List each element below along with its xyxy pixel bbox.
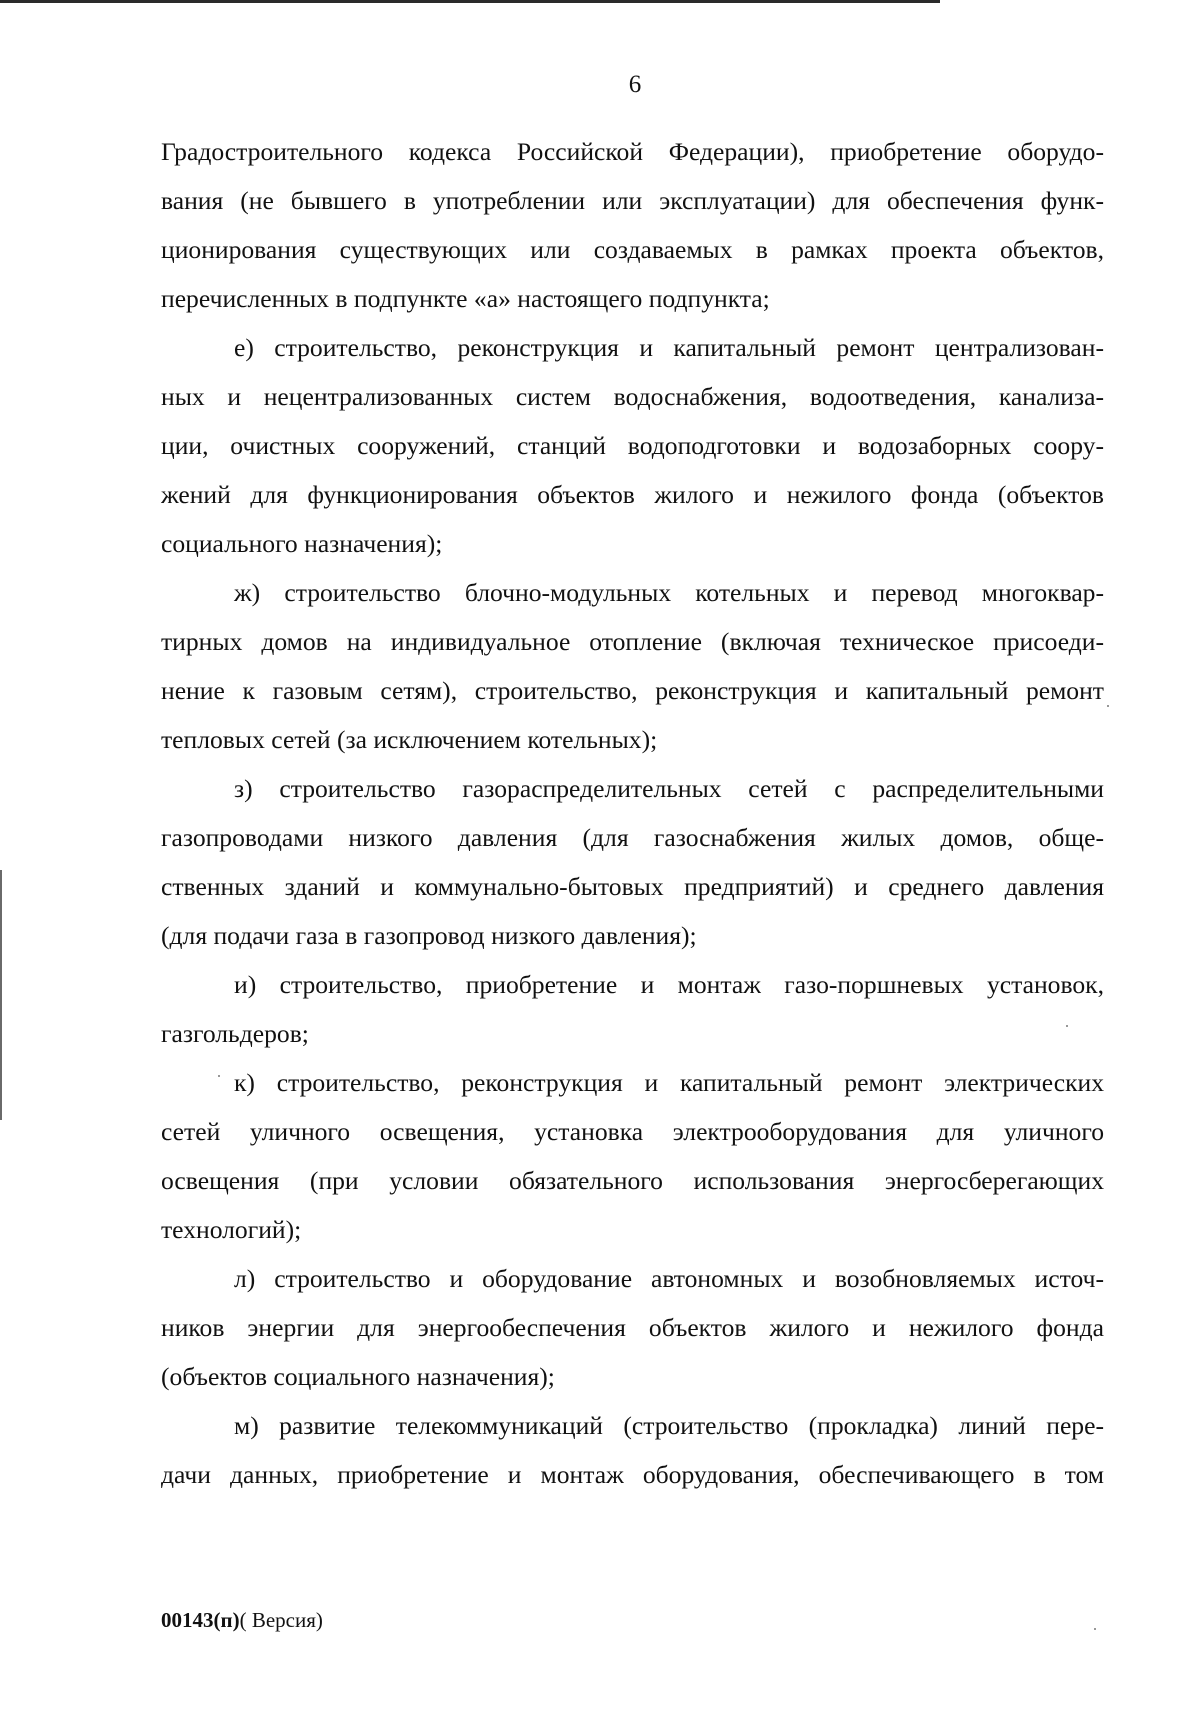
text-line: ж) строительство блочно-модульных котельных и перевод многоквар-: [234, 578, 1104, 607]
text-line: ников энергии для энергообеспечения объектов жилого и нежилого фонда: [161, 1313, 1104, 1342]
text-line: вания (не бывшего в употреблении или эксплуатации) для обеспечения функ-: [161, 186, 1104, 215]
text-line: л) строительство и оборудование автономных и возобновляемых источ-: [234, 1264, 1104, 1293]
paragraph-item-m: [161, 1401, 1104, 1499]
paragraph-item-e: [161, 323, 1104, 568]
text-line: к) строительство, реконструкция и капитальный ремонт электрических: [234, 1068, 1104, 1097]
text-line: жений для функционирования объектов жилого и нежилого фонда (объектов: [161, 480, 1104, 509]
page-number: 6: [628, 71, 642, 98]
text-line: (объектов социального назначения);: [161, 1362, 555, 1391]
text-line: ственных зданий и коммунально-бытовых предприятий) и среднего давления: [161, 872, 1104, 901]
text-line: освещения (при условии обязательного использования энергосберегающих: [161, 1166, 1104, 1195]
text-line: Градостроительного кодекса Российской Федерации), приобретение оборудо-: [161, 137, 1104, 166]
text-line: ции, очистных сооружений, станций водоподготовки и водозаборных соору-: [161, 431, 1104, 460]
document-version: ( Версия): [239, 1608, 323, 1632]
text-line: тирных домов на индивидуальное отопление (включая техническое присоеди-: [161, 627, 1104, 656]
scan-speck: [1107, 705, 1109, 707]
text-line: и) строительство, приобретение и монтаж газо-поршневых установок,: [234, 970, 1104, 999]
text-line: ционирования существующих или создаваемых в рамках проекта объектов,: [161, 235, 1104, 264]
document-body: [161, 127, 1104, 1499]
document-footer: [161, 1607, 323, 1633]
text-line: дачи данных, приобретение и монтаж оборудования, обеспечивающего в том: [161, 1460, 1104, 1489]
text-line: м) развитие телекоммуникаций (строительство (прокладка) линий пере-: [234, 1411, 1104, 1440]
scan-speck: [1066, 1025, 1068, 1027]
text-line: перечисленных в подпункте «а» настоящего подпункта;: [161, 284, 770, 313]
document-code: 00143(п): [161, 1608, 240, 1632]
text-line: газгольдеров;: [161, 1019, 309, 1048]
text-line: з) строительство газораспределительных сетей с распределительными: [234, 774, 1104, 803]
text-line: нение к газовым сетям), строительство, реконструкция и капитальный ремонт: [161, 676, 1104, 705]
text-line: тепловых сетей (за исключением котельных);: [161, 725, 658, 754]
text-line: ных и нецентрализованных систем водоснабжения, водоотведения, канализа-: [161, 382, 1104, 411]
text-line: е) строительство, реконструкция и капитальный ремонт централизован-: [234, 333, 1104, 362]
text-line: сетей уличного освещения, установка электрооборудования для уличного: [161, 1117, 1104, 1146]
paragraph-item-k: [161, 1058, 1104, 1254]
text-line: газопроводами низкого давления (для газоснабжения жилых домов, обще-: [161, 823, 1104, 852]
top-border-line: [0, 0, 940, 3]
paragraph-item-zh: [161, 568, 1104, 764]
paragraph-item-l: [161, 1254, 1104, 1401]
left-scan-edge: [0, 870, 2, 1120]
text-line: технологий);: [161, 1215, 302, 1244]
paragraph-continuation: [161, 127, 1104, 323]
paragraph-item-z: [161, 764, 1104, 960]
scan-speck: [218, 1075, 220, 1077]
text-line: социального назначения);: [161, 529, 443, 558]
text-line: (для подачи газа в газопровод низкого давления);: [161, 921, 697, 950]
paragraph-item-i: [161, 960, 1104, 1058]
scan-speck: [1094, 1628, 1096, 1630]
